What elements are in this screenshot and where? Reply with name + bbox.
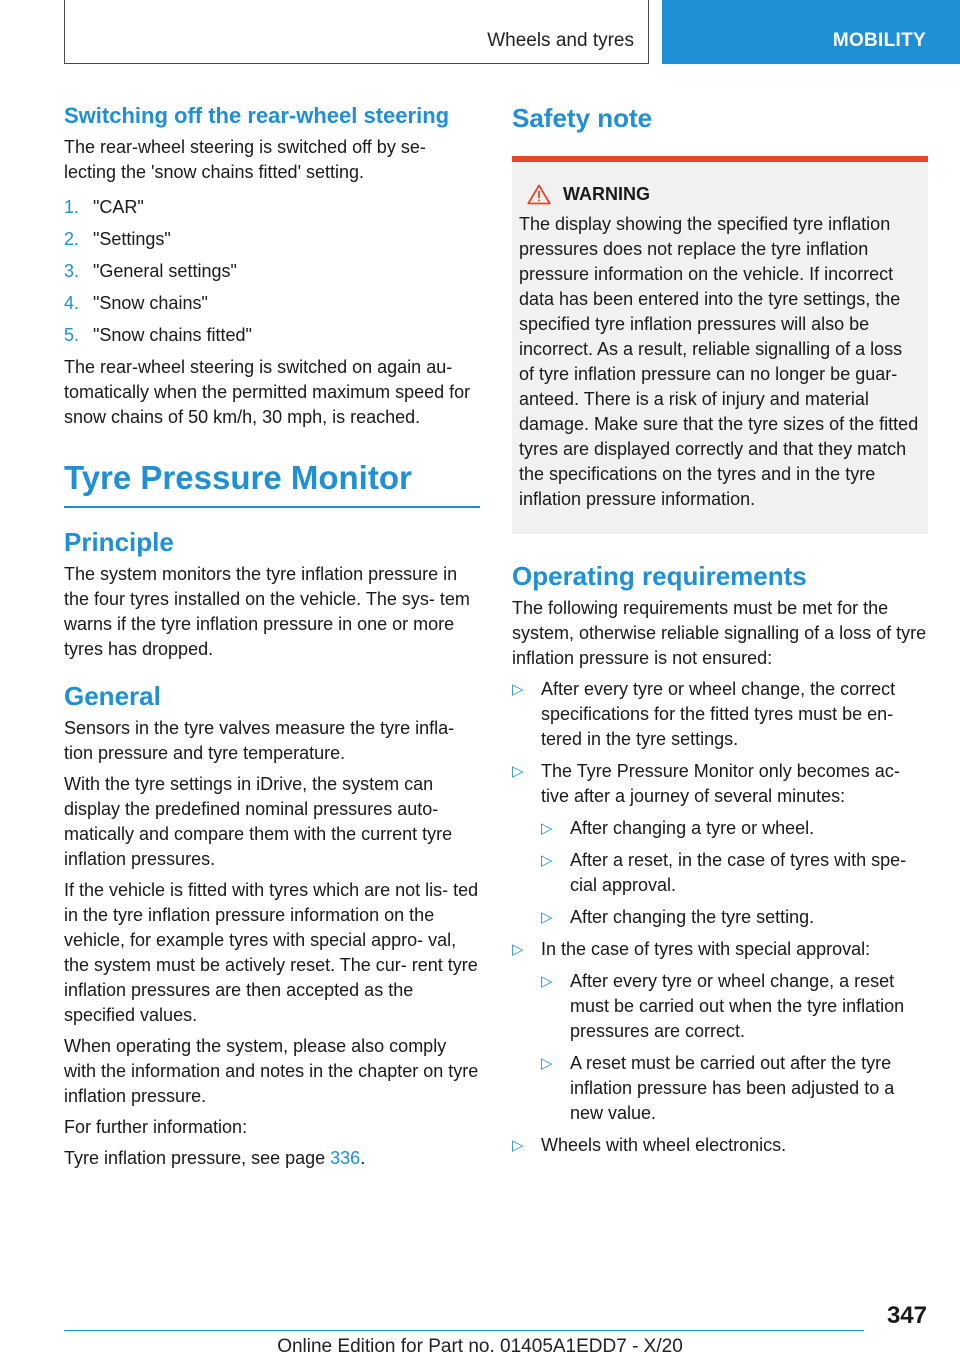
warning-box bbox=[512, 156, 928, 534]
list-item: ▷ The Tyre Pressure Monitor only becomes ac- tive after a journey of several minutes: ▷ After changing a tyre or wheel. ▷ After a reset, in the case of tyres with spe- cial approval. ▷ After changing the tyre setting. bbox=[512, 759, 928, 930]
header-box bbox=[64, 0, 649, 64]
section-title: Wheels and tyres bbox=[487, 30, 634, 51]
triangle-bullet-icon: ▷ bbox=[541, 973, 553, 990]
list-item: ▷ Wheels with wheel electronics. bbox=[512, 1133, 928, 1158]
paragraph-general-4: When operating the system, please also comply with the information and notes in the chapter on tyre inflation pressure. bbox=[64, 1036, 479, 1106]
paragraph-general-2: With the tyre settings in iDrive, the system can display the predefined nominal pressures auto- matically and compare them with the current tyre inflation pressures. bbox=[64, 774, 453, 869]
footer-edition: Online Edition for Part no. 01405A1EDD7 - X/20 bbox=[277, 1336, 683, 1357]
paragraph-principle: The system monitors the tyre inflation pressure in the four tyres installed on the vehicle. The sys- tem warns if the tyre inflation pressure in one or more tyres has dropped. bbox=[64, 564, 470, 659]
triangle-bullet-icon: ▷ bbox=[541, 852, 553, 869]
paragraph-switched-on: The rear-wheel steering is switched on again au- tomatically when the permitted maximum speed for snow chains of 50 km/h, 30 mph, is reached. bbox=[64, 357, 471, 427]
heading-switching-off: Switching off the rear-wheel steering bbox=[64, 103, 450, 128]
right-column bbox=[512, 102, 928, 1165]
page-link[interactable]: 336 bbox=[330, 1148, 361, 1168]
heading-general: General bbox=[64, 681, 161, 711]
page-number: 347 bbox=[886, 1302, 927, 1329]
triangle-bullet-icon: ▷ bbox=[512, 941, 524, 958]
list-item: 5. "Snow chains fitted" bbox=[64, 325, 252, 345]
triangle-bullet-icon: ▷ bbox=[541, 1055, 553, 1072]
list-item: 4. "Snow chains" bbox=[64, 293, 208, 313]
triangle-bullet-icon: ▷ bbox=[512, 763, 524, 780]
footer-divider bbox=[64, 1330, 864, 1331]
warning-title: WARNING bbox=[519, 182, 920, 206]
list-item: ▷ After every tyre or wheel change, a reset must be carried out when the tyre inflation pressures are correct. bbox=[541, 971, 905, 1041]
triangle-bullet-icon: ▷ bbox=[541, 909, 553, 926]
list-item: ▷ After a reset, in the case of tyres with spe- cial approval. bbox=[541, 850, 907, 895]
list-item: 3. "General settings" bbox=[64, 261, 237, 281]
paragraph-general-3: If the vehicle is fitted with tyres which are not lis- ted in the tyre inflation pressure information on the vehicle, for example tyres with special appro- val, the system must be actively reset. The cur- rent tyre inflation pressures are then accepted as the specified values. bbox=[64, 880, 479, 1025]
chapter-tab: MOBILITY bbox=[662, 0, 960, 64]
sub-list bbox=[541, 969, 928, 1126]
triangle-bullet-icon: ▷ bbox=[512, 1137, 524, 1154]
paragraph-requirements: The following requirements must be met for the system, otherwise reliable signalling of a loss of tyre inflation pressure is not ensured: bbox=[512, 598, 927, 668]
paragraph-page-reference: Tyre inflation pressure, see page 336. bbox=[64, 1148, 366, 1168]
paragraph-further-info: For further information: bbox=[64, 1117, 248, 1137]
settings-steps-list bbox=[64, 195, 480, 348]
triangle-bullet-icon: ▷ bbox=[541, 820, 553, 837]
warning-text: The display showing the specified tyre inflation pressures does not replace the tyre inflation pressure information on the vehicle. If incorrect data has been entered into the tyre settings, the specified tyre inflation pressures will also be incorrect. As a result, reliable signalling of a loss of tyre inflation pressure can no longer be guar- anteed. There is a risk of injury and material damage. Make sure that the tyre sizes of the fitted tyres are displayed correctly and that they match the specifications on the tyres and in the tyre inflation pressure information. bbox=[519, 214, 919, 509]
paragraph-general-1: Sensors in the tyre valves measure the tyre infla- tion pressure and tyre temperature. bbox=[64, 718, 455, 763]
list-item: 2. "Settings" bbox=[64, 229, 171, 249]
list-item: 1. "CAR" bbox=[64, 197, 144, 217]
list-item: ▷ A reset must be carried out after the tyre inflation pressure has been adjusted to a new value. bbox=[541, 1053, 895, 1123]
heading-safety-note: Safety note bbox=[512, 103, 653, 133]
triangle-bullet-icon: ▷ bbox=[512, 681, 524, 698]
list-item: ▷ After changing a tyre or wheel. bbox=[541, 816, 928, 841]
list-item: ▷ After changing the tyre setting. bbox=[541, 905, 928, 930]
requirements-list bbox=[512, 677, 928, 1158]
heading-operating-requirements: Operating requirements bbox=[512, 561, 807, 591]
paragraph-switching-off: The rear-wheel steering is switched off by se- lecting the 'snow chains fitted' setting. bbox=[64, 137, 426, 182]
list-item: ▷ In the case of tyres with special approval: ▷ After every tyre or wheel change, a reset must be carried out when the tyre inflation pressures are correct. ▷ A reset must be carried out after the tyre inflation pressure has been adjusted to a new value. bbox=[512, 937, 928, 1126]
sub-list bbox=[541, 816, 928, 930]
heading-principle: Principle bbox=[64, 527, 174, 557]
heading-tyre-pressure-monitor: Tyre Pressure Monitor bbox=[64, 458, 480, 508]
left-column bbox=[64, 102, 480, 1177]
list-item: ▷ After every tyre or wheel change, the correct specifications for the fitted tyres must be en- tered in the tyre settings. bbox=[512, 679, 896, 749]
warning-triangle-icon bbox=[527, 184, 551, 205]
